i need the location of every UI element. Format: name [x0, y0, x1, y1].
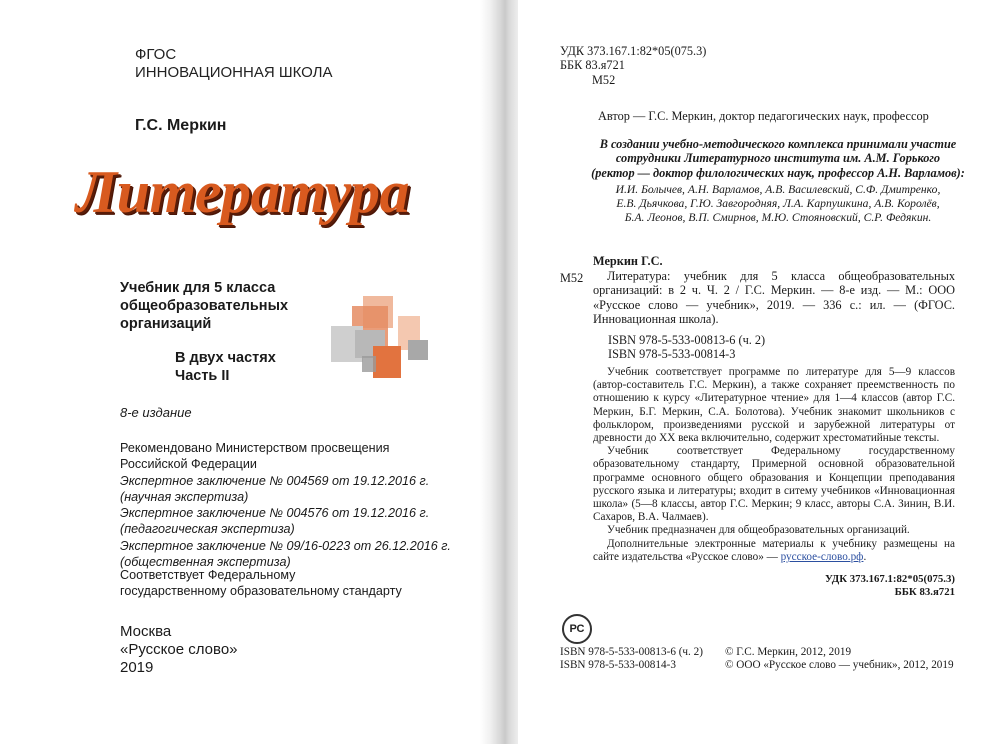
annotation-para: Учебник соответствует Федеральному государственному образовательному стандарту, Примерной основной образовательной программе основного общего образования и Концепции преподавания русского языка и литературы; входит в ситему учебников «Инновационная школа» (5—8 классы, автор Г.С. Меркин; 9 класс, авторы С.А. Зинин, В.И. Сахаров, В.А. Чалмаев). — [593, 445, 955, 524]
participants-line: сотрудники Литературного института им. А.М. Горького — [615, 151, 941, 166]
isbn-line: ISBN 978-5-533-00813-6 (ч. 2) — [608, 333, 766, 347]
copyright-line: © Г.С. Меркин, 2012, 2019 — [725, 646, 852, 658]
parts-line: В двух частях — [175, 350, 276, 366]
parts-line: Часть II — [175, 368, 230, 384]
expertise-line: Экспертное заключение № 004576 от 19.12.2016 г. — [120, 506, 430, 521]
site-suffix: . — [863, 550, 867, 563]
expertise-line: Экспертное заключение № 09/16-0223 от 26.12.2016 г. — [120, 538, 451, 553]
udk: УДК 373.167.1:82*05(075.3) — [560, 44, 707, 58]
expertise-line: Экспертное заключение № 004569 от 19.12.2016 г. — [120, 473, 430, 488]
certification-seal-icon — [562, 614, 592, 644]
approval-line: Рекомендовано Министерством просвещения — [120, 441, 390, 455]
standard-line: государственному образовательному стандарту — [120, 584, 402, 599]
bbk-bottom: ББК 83.я721 — [894, 586, 955, 598]
udk-bottom-block — [755, 573, 955, 599]
series-line: ФГОС — [135, 46, 177, 63]
left-page — [0, 0, 494, 744]
copyright-line: © ООО «Русское слово — учебник», 2012, 2019 — [725, 659, 954, 672]
approval-line: Российской Федерации — [120, 457, 257, 472]
publisher-name: «Русское слово» — [120, 641, 238, 658]
isbn-bottom-line: ISBN 978-5-533-00813-6 (ч. 2) — [560, 646, 703, 658]
subtitle-line: организаций — [120, 316, 212, 332]
biblio-code: М52 — [560, 271, 584, 285]
subtitle-line: общеобразовательных — [120, 298, 289, 314]
book-subtitle — [120, 279, 288, 333]
expertise-line: (общественная экспертиза) — [120, 555, 291, 570]
right-page — [518, 0, 1001, 744]
annotation-para: Учебник предназначен для общеобразовательных организаций. — [607, 524, 910, 537]
series-line: ИННОВАЦИОННАЯ ШКОЛА — [135, 64, 333, 81]
isbn-block — [608, 333, 765, 362]
publisher-block — [120, 623, 238, 677]
udk-block — [560, 44, 706, 87]
isbn-line: ISBN 978-5-533-00814-3 — [608, 347, 736, 362]
biblio-author: Меркин Г.С. — [593, 254, 663, 268]
book-author: Г.С. Меркин — [135, 117, 227, 134]
participants-block — [578, 137, 978, 180]
author-line: Автор — Г.С. Меркин, доктор педагогических наук, профессор — [598, 109, 929, 123]
standard-line: Соответствует Федеральному — [120, 568, 296, 582]
annotation-block — [593, 366, 955, 564]
approval-block — [120, 440, 451, 570]
subtitle-line: Учебник для 5 класса — [120, 280, 276, 296]
annotation-para: Учебник соответствует программе по литературе для 5—9 классов (автор-составитель Г.С. Меркин), а также сохраняет преемственность по отношению к курсу «Литературное чтение» для 1—4 классов (автор Г.С. Меркин, Б.Г. Меркин, С.А. Болотова). Учебник знакомит школьников с фольклором, произведениями русской и зарубежной литературы от древности до XX века включительно, содержит хрестоматийные тексты. — [593, 366, 955, 445]
parts-block — [175, 349, 276, 385]
udk-bottom: УДК 373.167.1:82*05(075.3) — [824, 573, 955, 585]
annotation-para — [593, 538, 955, 564]
decor-square — [408, 340, 428, 360]
names-line: Б.А. Леонов, В.П. Смирнов, М.Ю. Стояновский, С.Р. Федякин. — [624, 211, 932, 225]
isbn-bottom-block — [560, 646, 703, 673]
expertise-line: (педагогическая экспертиза) — [120, 522, 295, 537]
expertise-line: (научная экспертиза) — [120, 489, 249, 504]
copyright-block — [725, 646, 954, 673]
names-line: И.И. Болычев, А.Н. Варламов, А.В. Василевский, С.Ф. Дмитренко, — [615, 183, 941, 196]
publisher-year: 2019 — [120, 659, 154, 676]
isbn-bottom-line: ISBN 978-5-533-00814-3 — [560, 659, 676, 672]
standard-block — [120, 567, 402, 600]
publisher-city: Москва — [120, 623, 172, 640]
decor-square — [362, 356, 376, 372]
biblio-description: Литература: учебник для 5 класса общеобразовательных организаций: в 2 ч. Ч. 2 / Г.С. Меркин. — 8-е изд. — М.: ООО «Русское слово — учебник», 2019. — 336 с.: ил. — (ФГОС. Инновационная школа). — [593, 269, 955, 327]
names-block — [578, 183, 978, 226]
site-prefix: Дополнительные электронные материалы к учебнику размещены на сайте издательства «Русское слово» — — [593, 537, 955, 563]
participants-line: В создании учебно-методического комплекса принимали участие — [599, 137, 957, 151]
publisher-site-link[interactable]: русское-слово.рф — [780, 550, 864, 563]
book-title: Литература — [76, 159, 410, 225]
series-block — [135, 46, 333, 82]
seal-text: РС — [569, 623, 585, 635]
names-line: Е.В. Дьячкова, Г.Ю. Завгородняя, Л.А. Карпушкина, А.В. Королёв, — [616, 197, 940, 211]
decor-square — [373, 346, 401, 378]
edition: 8-е издание — [120, 405, 192, 420]
bbk: ББК 83.я721 — [560, 58, 625, 73]
author-code: М52 — [592, 72, 616, 87]
participants-line: (ректор — доктор филологических наук, профессор А.Н. Варламов): — [591, 165, 965, 180]
